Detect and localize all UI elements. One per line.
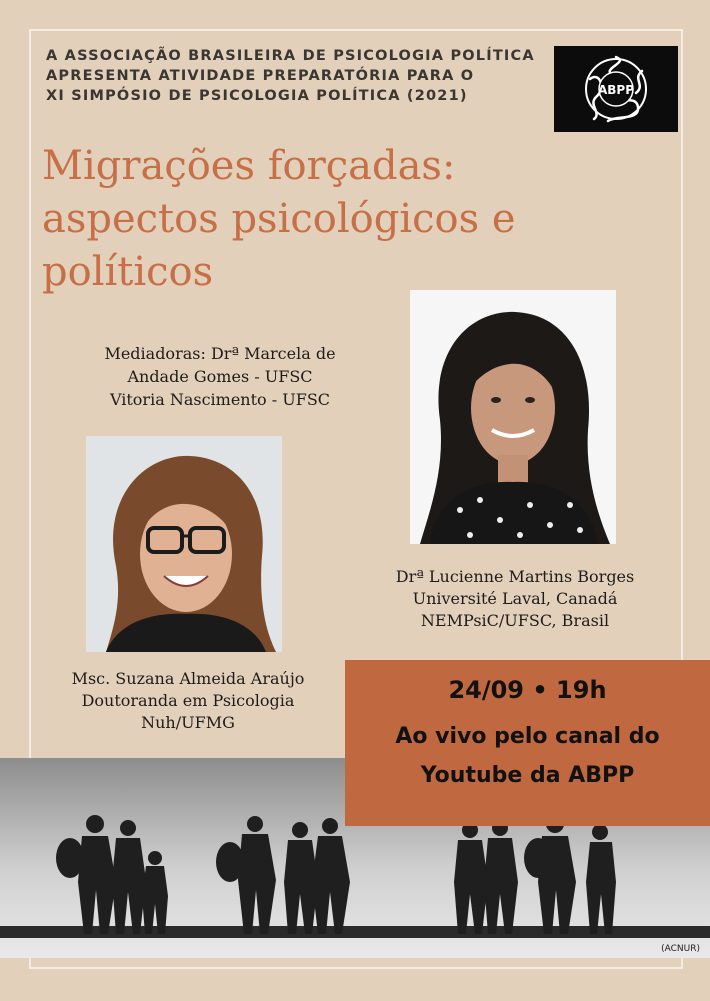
title-line-1: Migrações forçadas: [42,143,456,189]
mediators-block [60,342,380,411]
mediators-line-3: Vitoria Nascimento - UFSC [109,390,331,409]
photo-suzana [86,436,282,652]
title-line-2: aspectos psicológicos e [42,196,516,242]
speaker-lucienne [355,566,675,632]
speaker-right-line-2: Université Laval, Canadá [412,589,618,608]
abpp-knot-logo-icon [576,49,656,129]
speaker-left-line-1: Msc. Suzana Almeida Araújo [71,669,305,688]
event-line-1: Ao vivo pelo canal do [395,724,660,749]
event-info-box [345,660,710,826]
event-datetime: 24/09 • 19h [448,676,607,704]
speaker-left-line-2: Doutoranda em Psicologia [81,691,295,710]
event-title [42,140,516,299]
abpp-logo [554,46,678,132]
event-line-2: Youtube da ABPP [420,763,635,788]
mediators-line-2: Andade Gomes - UFSC [127,367,313,386]
speaker-left-line-3: Nuh/UFMG [141,713,235,732]
speaker-right-line-3: NEMPsiC/UFSC, Brasil [420,611,610,630]
header-line-1: A ASSOCIAÇÃO BRASILEIRA DE PSICOLOGIA POLÍTICA [46,48,535,64]
speaker-right-line-1: Drª Lucienne Martins Borges [395,567,635,586]
photo-lucienne [410,290,616,544]
title-line-3: políticos [42,249,214,295]
header-text [46,46,566,106]
logo-text: ABPP [597,83,635,97]
photo-credit: (ACNUR) [661,944,700,954]
header-line-2: APRESENTA ATIVIDADE PREPARATÓRIA PARA O [46,68,475,84]
speaker-suzana [18,668,358,734]
header-line-3: XI SIMPÓSIO DE PSICOLOGIA POLÍTICA (2021) [46,88,468,104]
mediators-line-1: Mediadoras: Drª Marcela de [104,344,336,363]
